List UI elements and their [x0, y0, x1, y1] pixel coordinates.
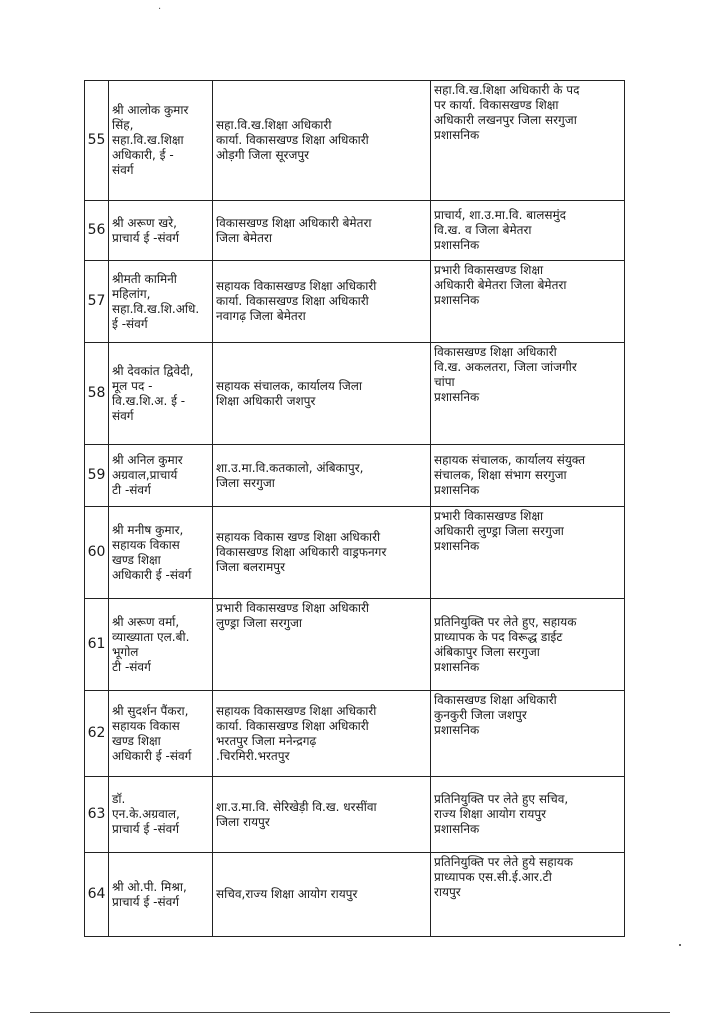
current-posting: [213, 343, 431, 445]
officer-name-text: श्री अनिल कुमार अग्रवाल,प्राचार्य टी -संवर्ग: [112, 453, 183, 497]
serial-number: 62: [85, 691, 109, 777]
serial-number: 63: [85, 777, 109, 853]
current-posting-text: सचिव,राज्य शिक्षा आयोग रायपुर: [216, 887, 358, 901]
current-posting-text: शा.उ.मा.वि.कतकालो, अंबिकापुर, जिला सरगुजा: [216, 460, 364, 490]
current-posting: [213, 445, 431, 507]
serial-number: 64: [85, 853, 109, 937]
officer-name-designation: [109, 507, 213, 599]
new-posting: [431, 507, 625, 599]
new-posting-text: प्रतिनियुक्ति पर लेते हुए, सहायक प्राध्यापक के पद विरूद्ध डाईट अंबिकापुर जिला सरगुजा प्रशासनिक: [434, 614, 577, 674]
new-posting: [431, 777, 625, 853]
officer-name-designation: [109, 81, 213, 201]
serial-number: 55: [85, 81, 109, 201]
current-posting-text: सहायक संचालक, कार्यालय जिला शिक्षा अधिकारी जशपुर: [216, 378, 362, 408]
serial-number: 56: [85, 201, 109, 261]
officer-name-text: श्री मनीष कुमार, सहायक विकास खण्ड शिक्षा अधिकारी ई -संवर्ग: [112, 522, 192, 582]
table-row: [85, 853, 625, 937]
current-posting: [213, 599, 431, 691]
table-row: [85, 445, 625, 507]
new-posting-text: सहा.वि.ख.शिक्षा अधिकारी के पद पर कार्या. विकासखण्ड शिक्षा अधिकारी लखनपुर जिला सरगुजा प्रशासनिक: [434, 83, 580, 142]
officer-name-text: श्रीमती कामिनी महिलांग, सहा.वि.ख.शि.अधि. ई -संवर्ग: [112, 271, 200, 331]
new-posting-text: प्रतिनियुक्ति पर लेते हुये सहायक प्राध्यापक एस.सी.ई.आर.टी रायपुर: [434, 855, 573, 899]
serial-number: 58: [85, 343, 109, 445]
current-posting: [213, 691, 431, 777]
current-posting-text: सहायक विकासखण्ड शिक्षा अधिकारी कार्या. विकासखण्ड शिक्षा अधिकारी भरतपुर जिला मनेन्द्रगढ़ .चिरमिरी.भरतपुर: [216, 703, 377, 763]
table-row: [85, 599, 625, 691]
current-posting: [213, 201, 431, 261]
officer-name-designation: [109, 599, 213, 691]
officer-name-designation: [109, 853, 213, 937]
current-posting-text: शा.उ.मा.वि. सेरिखेड़ी वि.ख. धरसींवा जिला रायपुर: [216, 799, 377, 829]
current-posting-text: सहायक विकास खण्ड शिक्षा अधिकारी विकासखण्ड शिक्षा अधिकारी वाड्रफनगर जिला बलरामपुर: [216, 530, 387, 574]
new-posting: [431, 81, 625, 201]
bottom-rule: [30, 1012, 670, 1013]
officer-name-text: श्री सुदर्शन पैंकरा, सहायक विकास खण्ड शिक्षा अधिकारी ई -संवर्ग: [112, 703, 192, 763]
officer-name-designation: [109, 343, 213, 445]
current-posting-text: प्रभारी विकासखण्ड शिक्षा अधिकारी लुण्ड्रा जिला सरगुजा: [216, 601, 369, 630]
table-row: [85, 507, 625, 599]
new-posting-text: सहायक संचालक, कार्यालय संयुक्त संचालक, शिक्षा संभाग सरगुजा प्रशासनिक: [434, 453, 586, 497]
new-posting-text: विकासखण्ड शिक्षा अधिकारी कुनकुरी जिला जशपुर प्रशासनिक: [434, 693, 557, 737]
officer-name-text: श्री ओ.पी. मिश्रा, प्राचार्य ई -संवर्ग: [112, 879, 187, 909]
officer-name-text: डॉ. एन.के.अग्रवाल, प्राचार्य ई -संवर्ग: [112, 792, 180, 836]
officer-name-designation: [109, 445, 213, 507]
new-posting: [431, 343, 625, 445]
table-body: [85, 81, 625, 937]
scan-speck: [679, 944, 681, 946]
new-posting-text: प्रतिनियुक्ति पर लेते हुए सचिव, राज्य शिक्षा आयोग रायपुर प्रशासनिक: [434, 792, 569, 836]
table-row: [85, 777, 625, 853]
scan-mark: ·: [158, 4, 162, 15]
officer-name-designation: [109, 261, 213, 343]
serial-number: 61: [85, 599, 109, 691]
serial-number: 59: [85, 445, 109, 507]
officer-name-text: श्री अरूण वर्मा, व्याख्याता एल.बी. भूगोल टी -संवर्ग: [112, 614, 190, 674]
new-posting-text: विकासखण्ड शिक्षा अधिकारी वि.ख. अकलतरा, जिला जांजगीर चांपा प्रशासनिक: [434, 345, 577, 404]
new-posting: [431, 261, 625, 343]
table-row: [85, 343, 625, 445]
officer-name-designation: [109, 777, 213, 853]
serial-number: 60: [85, 507, 109, 599]
table-row: [85, 201, 625, 261]
table-row: [85, 81, 625, 201]
officer-name-text: श्री अरूण खरे, प्राचार्य ई -संवर्ग: [112, 215, 180, 245]
new-posting-text: प्राचार्य, शा.उ.मा.वि. बालसमुंद वि.ख. व जिला बेमेतरा प्रशासनिक: [434, 208, 566, 252]
new-posting: [431, 445, 625, 507]
officer-name-designation: [109, 201, 213, 261]
officer-name-text: श्री आलोक कुमार सिंह, सहा.वि.ख.शिक्षा अधिकारी, ई - संवर्ग: [112, 103, 189, 177]
transfer-order-table: [84, 80, 625, 937]
new-posting: [431, 599, 625, 691]
current-posting: [213, 777, 431, 853]
officer-name-designation: [109, 691, 213, 777]
table-row: [85, 691, 625, 777]
officer-name-text: श्री देवकांत द्विवेदी, मूल पद - वि.ख.शि.अ. ई - संवर्ग: [112, 363, 194, 423]
serial-number: 57: [85, 261, 109, 343]
new-posting: [431, 853, 625, 937]
current-posting: [213, 507, 431, 599]
current-posting: [213, 853, 431, 937]
new-posting-text: प्रभारी विकासखण्ड शिक्षा अधिकारी लुण्ड्रा जिला सरगुजा प्रशासनिक: [434, 509, 564, 553]
current-posting-text: सहायक विकासखण्ड शिक्षा अधिकारी कार्या. विकासखण्ड शिक्षा अधिकारी नवागढ़ जिला बेमेतरा: [216, 279, 377, 323]
current-posting-text: विकासखण्ड शिक्षा अधिकारी बेमेतरा जिला बेमेतरा: [216, 215, 372, 245]
table-row: [85, 261, 625, 343]
new-posting: [431, 691, 625, 777]
current-posting-text: सहा.वि.ख.शिक्षा अधिकारी कार्या. विकासखण्ड शिक्षा अधिकारी ओड़गी जिला सूरजपुर: [216, 118, 369, 162]
new-posting-text: प्रभारी विकासखण्ड शिक्षा अधिकारी बेमेतरा जिला बेमेतरा प्रशासनिक: [434, 263, 567, 307]
current-posting: [213, 261, 431, 343]
current-posting: [213, 81, 431, 201]
new-posting: [431, 201, 625, 261]
